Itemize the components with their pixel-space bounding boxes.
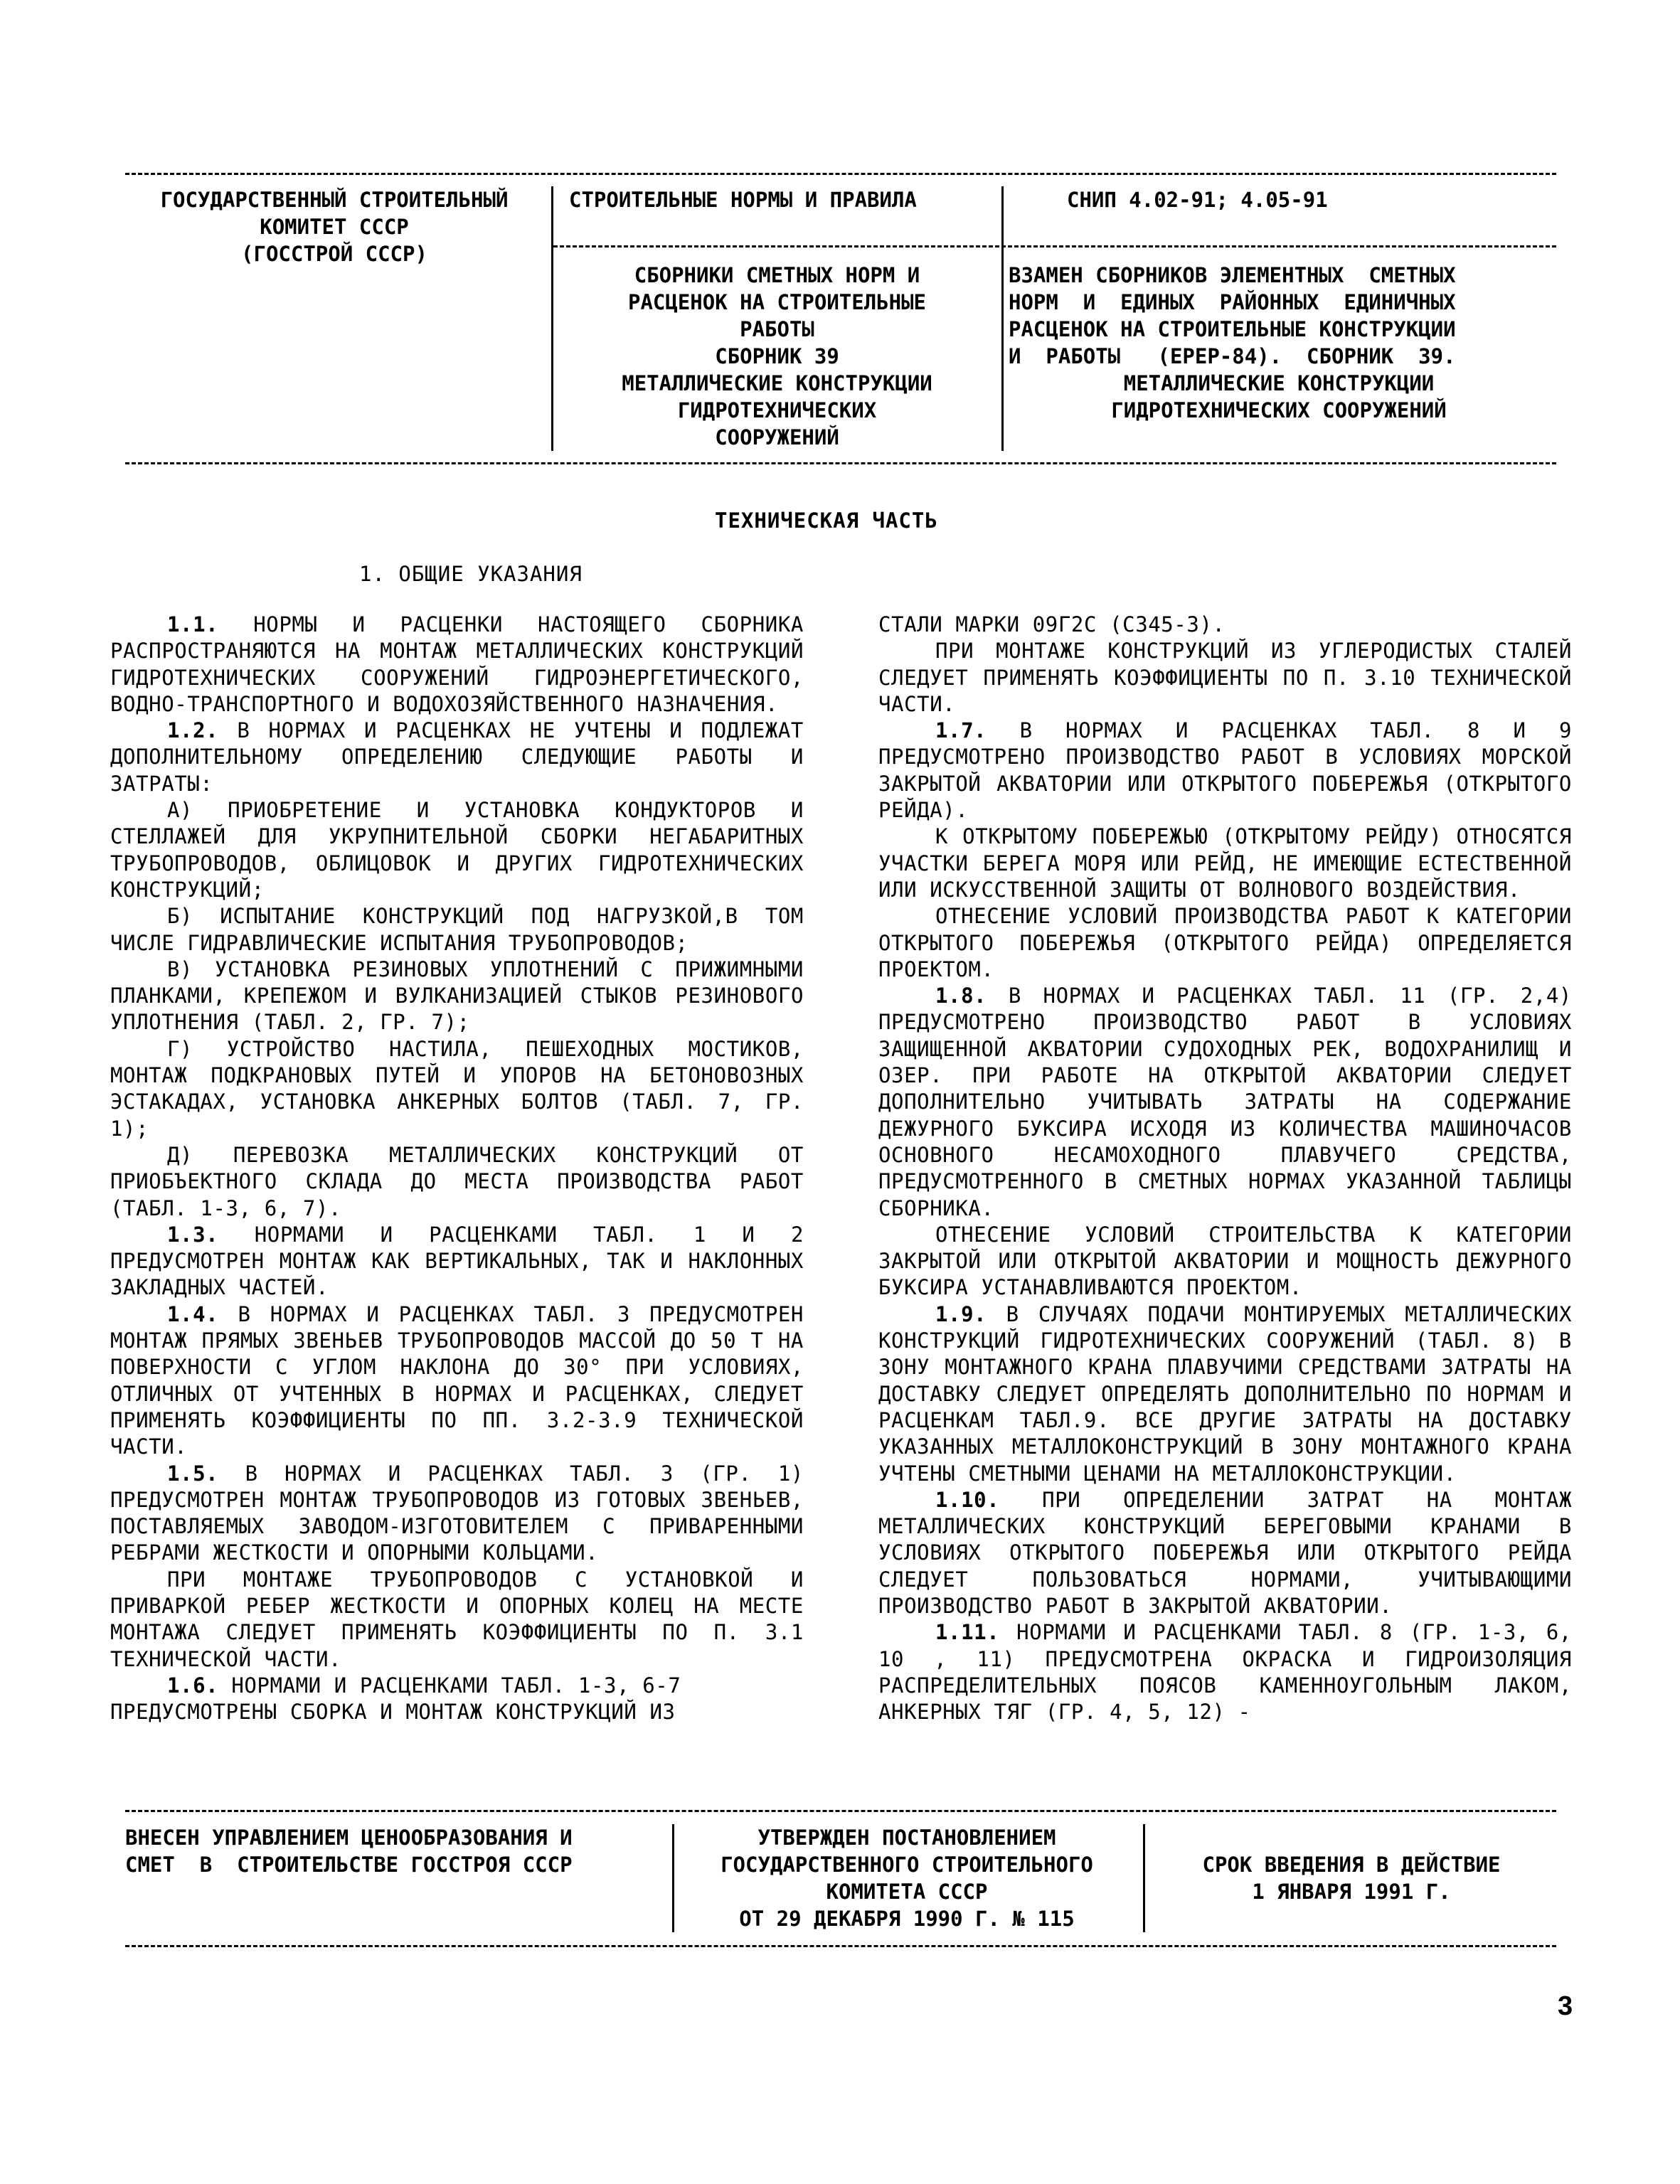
paragraph: Г) УСТРОЙСТВО НАСТИЛА, ПЕШЕХОДНЫХ МОСТИКОВ, МОНТАЖ ПОДКРАНОВЫХ ПУТЕЙ И УПОРОВ НА БЕТОНОВОЗНЫХ ЭСТАКАДАХ, УСТАНОВКА АНКЕРНЫХ БОЛТОВ (ТАБЛ. 7, ГР. 1); (110, 1036, 804, 1141)
header-top-rule (125, 173, 1556, 175)
footer-approved (676, 1824, 1138, 1932)
approved-line: УТВЕРЖДЕН ПОСТАНОВЛЕНИЕМ (757, 1826, 1056, 1850)
footer-submitted (125, 1824, 652, 1878)
paragraph: В) УСТАНОВКА РЕЗИНОВЫХ УПЛОТНЕНИЙ С ПРИЖИМНЫМИ ПЛАНКАМИ, КРЕПЕЖОМ И ВУЛКАНИЗАЦИЕЙ СТЫКОВ РЕЗИНОВОГО УПЛОТНЕНИЯ (ТАБЛ. 2, ГР. 7); (110, 957, 804, 1035)
replace-line: РАСЦЕНОК НА СТРОИТЕЛЬНЫЕ КОНСТРУКЦИИ (1009, 317, 1456, 341)
replace-line: НОРМ И ЕДИНЫХ РАЙОННЫХ ЕДИНИЧНЫХ (1009, 290, 1456, 314)
page-number: 3 (1558, 1991, 1573, 2021)
title-line: СБОРНИК 39 (715, 344, 839, 368)
footer-top-rule (125, 1810, 1556, 1812)
paragraph: К ОТКРЫТОМУ ПОБЕРЕЖЬЮ (ОТКРЫТОМУ РЕЙДУ) ОТНОСЯТСЯ УЧАСТКИ БЕРЕГА МОРЯ ИЛИ РЕЙД, НЕ ИМЕЮЩИЕ ЕСТЕСТВЕННОЙ ИЛИ ИСКУССТВЕННОЙ ЗАЩИТЫ ОТ ВОЛНОВОГО ВОЗДЕЙСТВИЯ. (878, 824, 1572, 902)
paragraph: 1.3. НОРМАМИ И РАСЦЕНКАМИ ТАБЛ. 1 И 2 ПРЕДУСМОТРЕН МОНТАЖ КАК ВЕРТИКАЛЬНЫХ, ТАК И НАКЛОННЫХ ЗАКЛАДНЫХ ЧАСТЕЙ. (110, 1222, 804, 1300)
title-line: ГИДРОТЕХНИЧЕСКИХ (677, 398, 877, 422)
paragraph: ПРИ МОНТАЖЕ КОНСТРУКЦИЙ ИЗ УГЛЕРОДИСТЫХ СТАЛЕЙ СЛЕДУЕТ ПРИМЕНЯТЬ КОЭФФИЦИЕНТЫ ПО П. 3.10 ТЕХНИЧЕСКОЙ ЧАСТИ. (878, 639, 1572, 716)
header-organization (121, 186, 548, 267)
org-line-2: КОМИТЕТ СССР (260, 215, 409, 239)
header-doc-code: СНИП 4.02-91; 4.05-91 (1067, 188, 1328, 212)
paragraph: 1.4. В НОРМАХ И РАСЦЕНКАХ ТАБЛ. 3 ПРЕДУСМОТРЕН МОНТАЖ ПРЯМЫХ ЗВЕНЬЕВ ТРУБОПРОВОДОВ МАССОЙ ДО 50 Т НА ПОВЕРХНОСТИ С УГЛОМ НАКЛОНА ДО 30° ПРИ УСЛОВИЯХ, ОТЛИЧНЫХ ОТ УЧТЕННЫХ В НОРМАХ И РАСЦЕНКАХ, СЛЕДУЕТ ПРИМЕНЯТЬ КОЭФФИЦИЕНТЫ ПО ПП. 3.2-3.9 ТЕХНИЧЕСКОЙ ЧАСТИ. (110, 1301, 804, 1459)
section-title: ТЕХНИЧЕСКАЯ ЧАСТЬ (715, 508, 938, 533)
header-divider-1 (551, 186, 553, 451)
title-line: СБОРНИКИ СМЕТНЫХ НОРМ И (634, 263, 920, 287)
replace-line: МЕТАЛЛИЧЕСКИЕ КОНСТРУКЦИИ (1123, 371, 1435, 395)
paragraph: 1.7. В НОРМАХ И РАСЦЕНКАХ ТАБЛ. 8 И 9 ПРЕДУСМОТРЕНО ПРОИЗВОДСТВО РАБОТ В УСЛОВИЯХ МОРСКОЙ ЗАКРЫТОЙ АКВАТОРИИ ИЛИ ОТКРЫТОГО ПОБЕРЕЖЬЯ (ОТКРЫТОГО РЕЙДА). (878, 718, 1573, 823)
submitted-line: ВНЕСЕН УПРАВЛЕНИЕМ ЦЕНООБРАЗОВАНИЯ И (125, 1826, 573, 1850)
header-bottom-rule (125, 462, 1556, 464)
approved-line: ОТ 29 ДЕКАБРЯ 1990 Г. № 115 (739, 1907, 1075, 1931)
replace-line: ГИДРОТЕХНИЧЕСКИХ СООРУЖЕНИЙ (1111, 398, 1447, 422)
left-text-column (110, 612, 804, 1725)
paragraph: 1.6. НОРМАМИ И РАСЦЕНКАМИ ТАБЛ. 1-3, 6-7 ПРЕДУСМОТРЕНЫ СБОРКА И МОНТАЖ КОНСТРУКЦИЙ ИЗ (110, 1673, 681, 1725)
paragraph: 1.11. НОРМАМИ И РАСЦЕНКАМИ ТАБЛ. 8 (ГР. 1-3, 6, 10 , 11) ПРЕДУСМОТРЕНА ОКРАСКА И ГИДРОИЗОЛЯЦИЯ РАСПРЕДЕЛИТЕЛЬНЫХ ПОЯСОВ КАМЕННОУГОЛЬНЫМ ЛАКОМ, АНКЕРНЫХ ТЯГ (ГР. 4, 5, 12) - (878, 1620, 1572, 1725)
paragraph: 1.1. НОРМЫ И РАСЦЕНКИ НАСТОЯЩЕГО СБОРНИКА РАСПРОСТРАНЯЮТСЯ НА МОНТАЖ МЕТАЛЛИЧЕСКИХ КОНСТРУКЦИЙ ГИДРОТЕХНИЧЕСКИХ СООРУЖЕНИЙ ГИДРОЭНЕРГЕТИЧЕСКОГО, ВОДНО-ТРАНСПОРТНОГО И ВОДОХОЗЯЙСТВЕННОГО НАЗНАЧЕНИЯ. (110, 612, 804, 716)
paragraph: А) ПРИОБРЕТЕНИЕ И УСТАНОВКА КОНДУКТОРОВ И СТЕЛЛАЖЕЙ ДЛЯ УКРУПНИТЕЛЬНОЙ СБОРКИ НЕГАБАРИТНЫХ ТРУБОПРОВОДОВ, ОБЛИЦОВОК И ДРУГИХ ГИДРОТЕХНИЧЕСКИХ КОНСТРУКЦИЙ; (110, 798, 804, 902)
header-inner-rule (553, 245, 1556, 247)
title-line: СООРУЖЕНИЙ (715, 425, 839, 449)
paragraph: СТАЛИ МАРКИ 09Г2С (С345-3). (878, 612, 1226, 636)
approved-line: ГОСУДАРСТВЕННОГО СТРОИТЕЛЬНОГО (721, 1853, 1093, 1877)
footer-bottom-rule (125, 1945, 1556, 1947)
paragraph: ОТНЕСЕНИЕ УСЛОВИЙ ПРОИЗВОДСТВА РАБОТ К КАТЕГОРИИ ОТКРЫТОГО ПОБЕРЕЖЬЯ (ОТКРЫТОГО РЕЙДА) ОПРЕДЕЛЯЕТСЯ ПРОЕКТОМ. (878, 904, 1572, 981)
replace-line: И РАБОТЫ (ЕРЕР-84). СБОРНИК 39. (1009, 344, 1456, 368)
paragraph: Б) ИСПЫТАНИЕ КОНСТРУКЦИЙ ПОД НАГРУЗКОЙ,В ТОМ ЧИСЛЕ ГИДРАВЛИЧЕСКИЕ ИСПЫТАНИЯ ТРУБОПРОВОДОВ; (110, 904, 804, 955)
paragraph: ПРИ МОНТАЖЕ ТРУБОПРОВОДОВ С УСТАНОВКОЙ И ПРИВАРКОЙ РЕБЕР ЖЕСТКОСТИ И ОПОРНЫХ КОЛЕЦ НА МЕСТЕ МОНТАЖА СЛЕДУЕТ ПРИМЕНЯТЬ КОЭФФИЦИЕНТЫ ПО П. 3.1 ТЕХНИЧЕСКОЙ ЧАСТИ. (110, 1567, 804, 1671)
submitted-line: СМЕТ В СТРОИТЕЛЬСТВЕ ГОССТРОЯ СССР (125, 1853, 573, 1877)
org-line-3: (ГОССТРОЙ СССР) (241, 242, 427, 266)
title-line: РАБОТЫ (740, 317, 814, 341)
header-replacement-note (1009, 262, 1549, 424)
paragraph: Д) ПЕРЕВОЗКА МЕТАЛЛИЧЕСКИХ КОНСТРУКЦИЙ ОТ ПРИОБЪЕКТНОГО СКЛАДА ДО МЕСТА ПРОИЗВОДСТВА РАБОТ (ТАБЛ. 1-3, 6, 7). (110, 1142, 804, 1220)
approved-line: КОМИТЕТА СССР (826, 1880, 988, 1904)
replace-line: ВЗАМЕН СБОРНИКОВ ЭЛЕМЕНТНЫХ СМЕТНЫХ (1009, 263, 1456, 287)
header-doc-type: СТРОИТЕЛЬНЫЕ НОРМЫ И ПРАВИЛА (569, 188, 917, 212)
paragraph: 1.9. В СЛУЧАЯХ ПОДАЧИ МОНТИРУЕМЫХ МЕТАЛЛИЧЕСКИХ КОНСТРУКЦИЙ ГИДРОТЕХНИЧЕСКИХ СООРУЖЕНИЙ (ТАБЛ. 8) В ЗОНУ МОНТАЖНОГО КРАНА ПЛАВУЧИМИ СРЕДСТВАМИ ЗАТРАТЫ НА ДОСТАВКУ СЛЕДУЕТ ОПРЕДЕЛЯТЬ ДОПОЛНИТЕЛЬНО ПО НОРМАМ И РАСЦЕНКАМ ТАБЛ.9. ВСЕ ДРУГИЕ ЗАТРАТЫ НА ДОСТАВКУ УКАЗАННЫХ МЕТАЛЛОКОНСТРУКЦИЙ В ЗОНУ МОНТАЖНОГО КРАНА УЧТЕНЫ СМЕТНЫМИ ЦЕНАМИ НА МЕТАЛЛОКОНСТРУКЦИИ. (878, 1301, 1573, 1486)
header-divider-2 (1001, 186, 1004, 451)
subsection-title: 1. ОБЩИЕ УКАЗАНИЯ (359, 562, 583, 586)
paragraph: 1.8. В НОРМАХ И РАСЦЕНКАХ ТАБЛ. 11 (ГР. 2,4) ПРЕДУСМОТРЕНО ПРОИЗВОДСТВО РАБОТ В УСЛОВИЯХ ЗАЩИЩЕННОЙ АКВАТОРИИ СУДОХОДНЫХ РЕК, ВОДОХРАНИЛИЩ И ОЗЕР. ПРИ РАБОТЕ НА ОТКРЫТОЙ АКВАТОРИИ СЛЕДУЕТ ДОПОЛНИТЕЛЬНО УЧИТЫВАТЬ ЗАТРАТЫ НА СОДЕРЖАНИЕ ДЕЖУРНОГО БУКСИРА ИСХОДЯ ИЗ КОЛИЧЕСТВА МАШИНОЧАСОВ ОСНОВНОГО НЕСАМОХОДНОГО ПЛАВУЧЕГО СРЕДСТВА, ПРЕДУСМОТРЕННОГО В СМЕТНЫХ НОРМАХ УКАЗАННОЙ ТАБЛИЦЫ СБОРНИКА. (878, 984, 1572, 1220)
paragraph: 1.2. В НОРМАХ И РАСЦЕНКАХ НЕ УЧТЕНЫ И ПОДЛЕЖАТ ДОПОЛНИТЕЛЬНОМУ ОПРЕДЕЛЕНИЮ СЛЕДУЮЩИЕ РАБОТЫ И ЗАТРАТЫ: (110, 718, 804, 796)
effective-line: 1 ЯНВАРЯ 1991 Г. (1252, 1880, 1451, 1904)
title-line: МЕТАЛЛИЧЕСКИЕ КОНСТРУКЦИИ (622, 371, 932, 395)
footer-divider-2 (1143, 1824, 1145, 1932)
right-text-column (878, 612, 1572, 1725)
title-line: РАСЦЕНОК НА СТРОИТЕЛЬНЫЕ (627, 290, 927, 314)
effective-line: СРОК ВВЕДЕНИЯ В ДЕЙСТВИЕ (1202, 1853, 1501, 1877)
header-title-block (555, 262, 999, 451)
paragraph: 1.10. ПРИ ОПРЕДЕЛЕНИИ ЗАТРАТ НА МОНТАЖ МЕТАЛЛИЧЕСКИХ КОНСТРУКЦИЙ БЕРЕГОВЫМИ КРАНАМИ В УСЛОВИЯХ ОТКРЫТОГО ПОБЕРЕЖЬЯ ИЛИ ОТКРЫТОГО РЕЙДА СЛЕДУЕТ ПОЛЬЗОВАТЬСЯ НОРМАМИ, УЧИТЫВАЮЩИМИ ПРОИЗВОДСТВО РАБОТ В ЗАКРЫТОЙ АКВАТОРИИ. (878, 1487, 1573, 1618)
footer-effective-date (1149, 1851, 1554, 1905)
footer-divider-1 (672, 1824, 674, 1932)
paragraph: ОТНЕСЕНИЕ УСЛОВИЙ СТРОИТЕЛЬСТВА К КАТЕГОРИИ ЗАКРЫТОЙ ИЛИ ОТКРЫТОЙ АКВАТОРИИ И МОЩНОСТЬ ДЕЖУРНОГО БУКСИРА УСТАНАВЛИВАЮТСЯ ПРОЕКТОМ. (878, 1222, 1572, 1300)
paragraph: 1.5. В НОРМАХ И РАСЦЕНКАХ ТАБЛ. 3 (ГР. 1) ПРЕДУСМОТРЕН МОНТАЖ ТРУБОПРОВОДОВ ИЗ ГОТОВЫХ ЗВЕНЬЕВ, ПОСТАВЛЯЕМЫХ ЗАВОДОМ-ИЗГОТОВИТЕЛЕМ С ПРИВАРЕННЫМИ РЕБРАМИ ЖЕСТКОСТИ И ОПОРНЫМИ КОЛЬЦАМИ. (110, 1461, 804, 1565)
org-line-1: ГОСУДАРСТВЕННЫЙ СТРОИТЕЛЬНЫЙ (160, 188, 509, 212)
